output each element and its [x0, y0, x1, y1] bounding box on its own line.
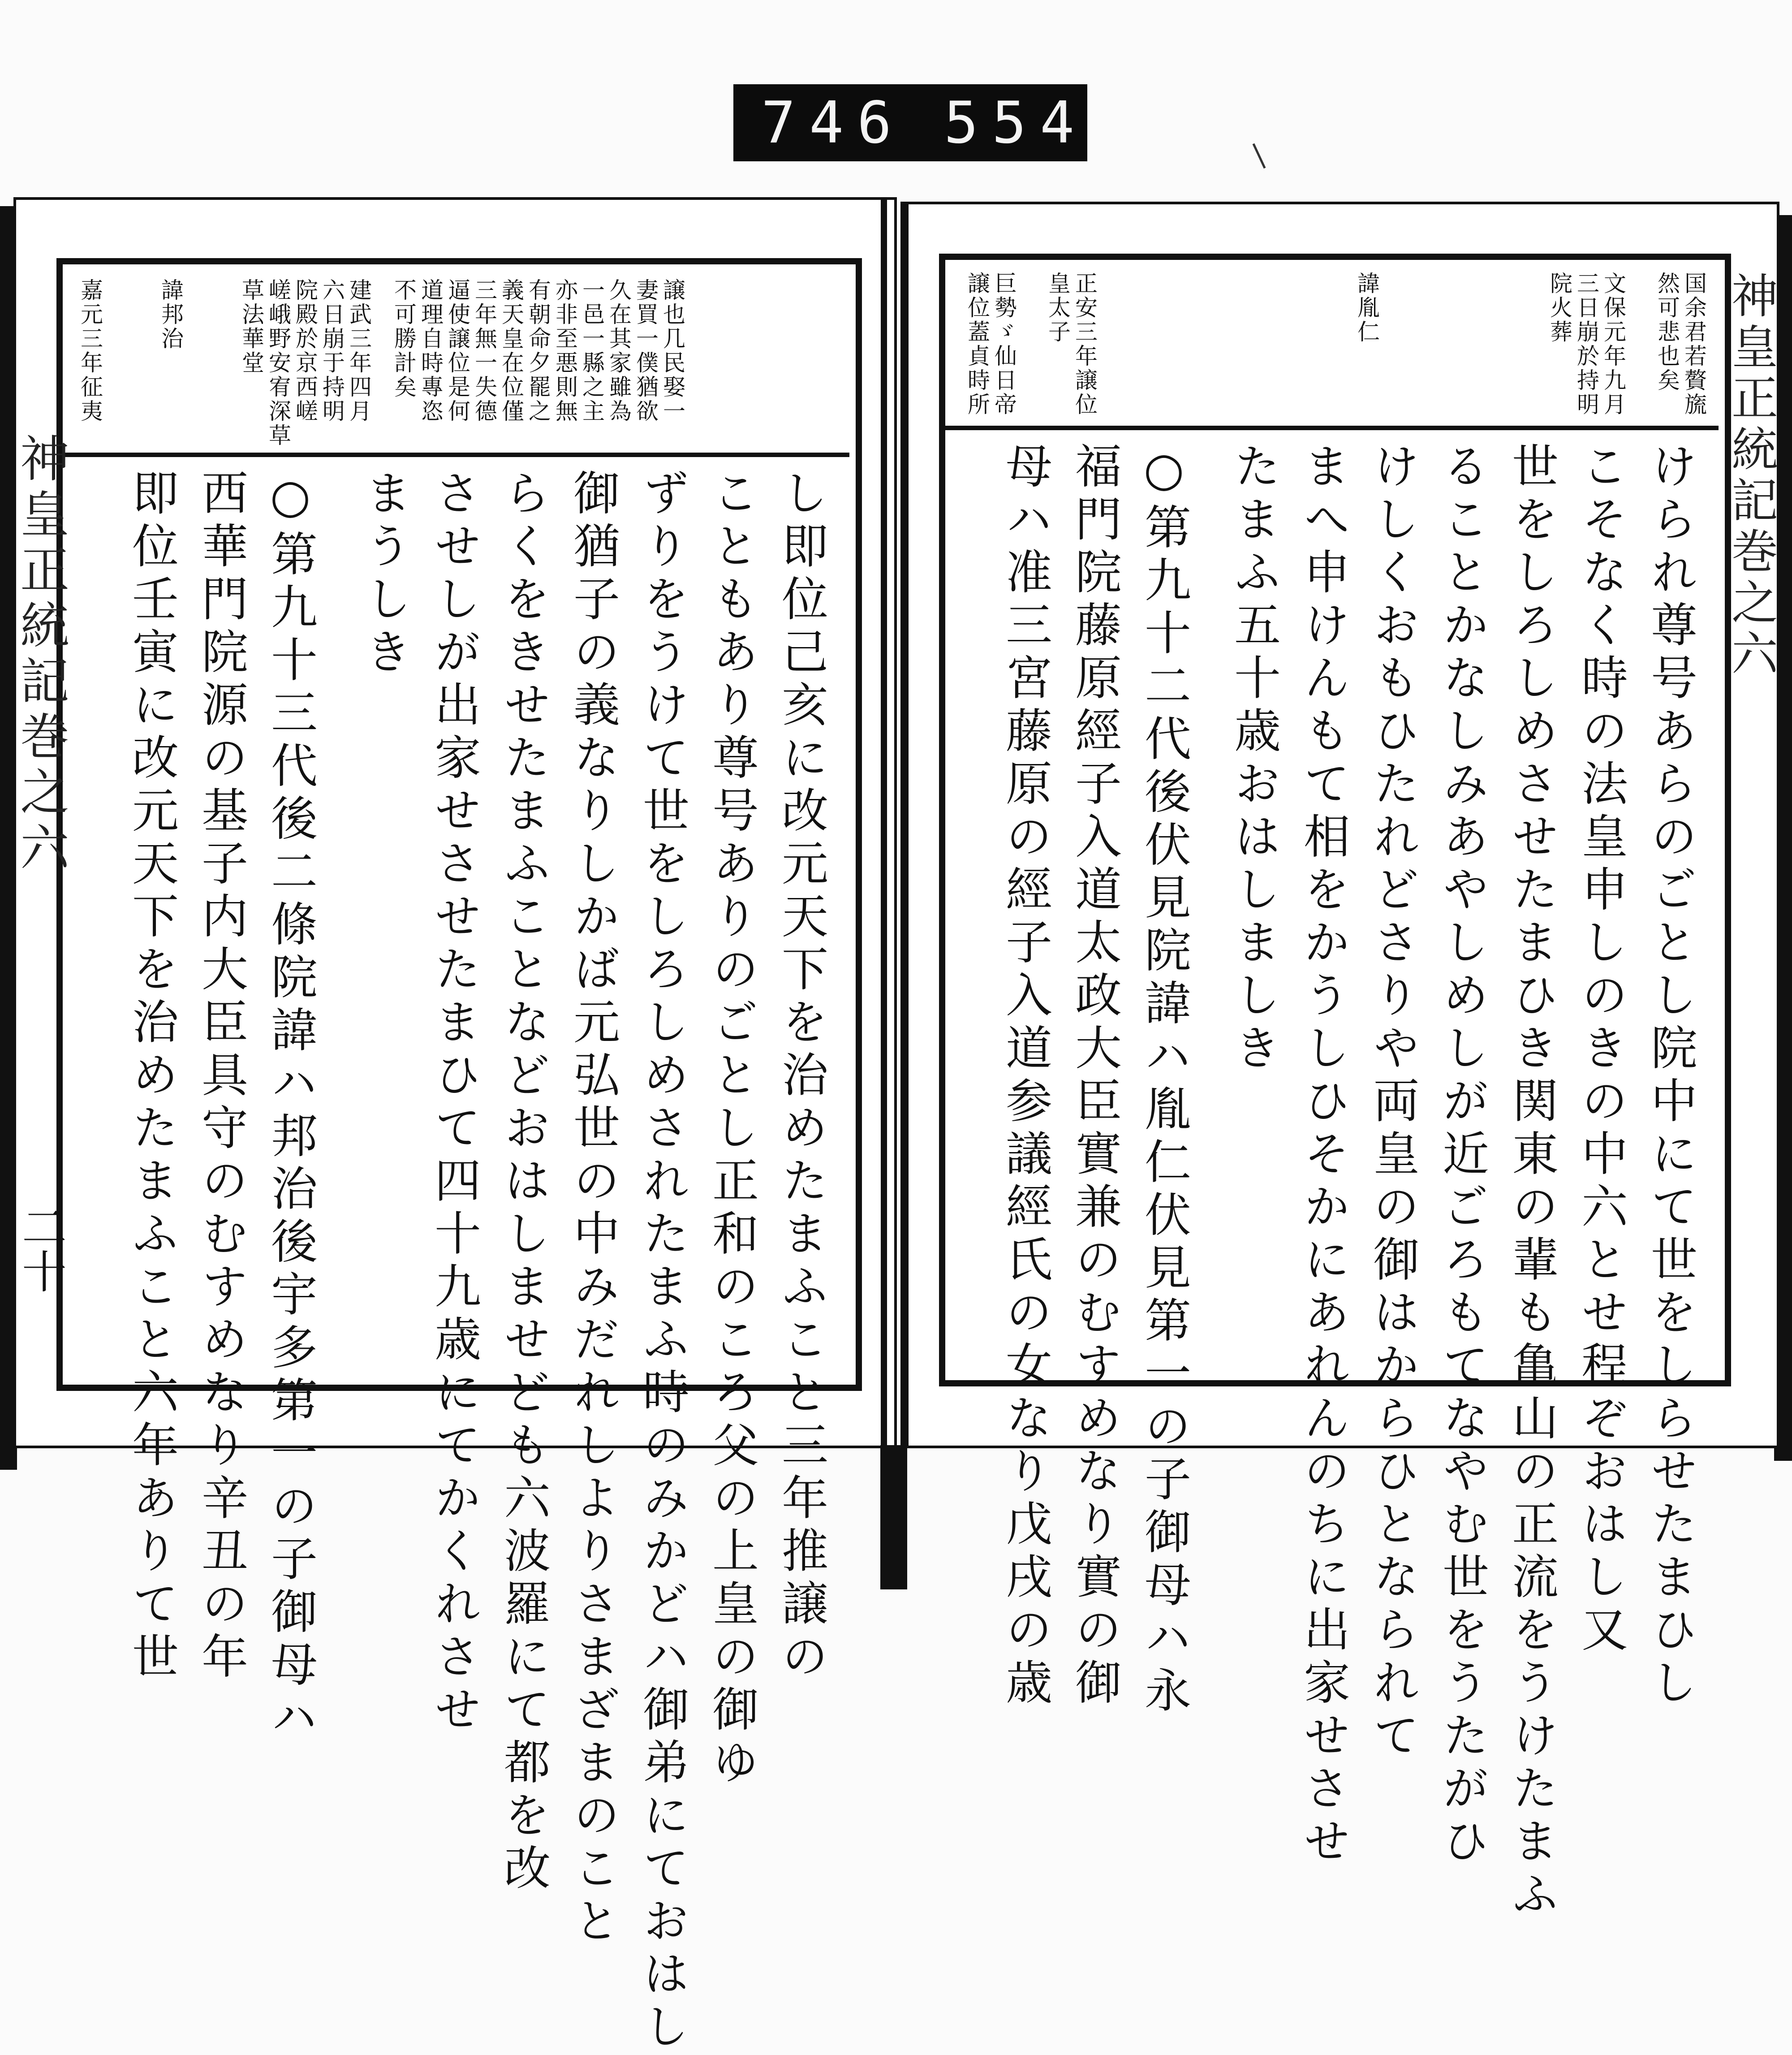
right-body-column: まへ申けんもて相をかうしひそかにあれんのちに出家せさせ — [1296, 442, 1350, 1869]
right-running-title: 神皇正統記巻之六 — [1723, 272, 1778, 680]
left-body-column: ずりをうけて世をしろしめされたまふ時のみかどハ御弟にておはし — [635, 469, 689, 2055]
left-note: 不可勝計矣 — [391, 278, 417, 399]
left-note: 三年無一失德 — [471, 278, 497, 423]
right-note: 諱胤仁 — [1354, 272, 1380, 344]
left-body-column: 即位壬寅に改元天下を治めたまふこと六年ありて世 — [124, 469, 179, 1685]
left-body-column: 御猶子の義なりしかば元弘世の中みだれしよりさまざまのこと — [565, 469, 620, 1949]
right-body-column: ることかなしみあやしめしが近ごろもてなやむ世をうたがひ — [1434, 442, 1489, 1869]
right-note: 国余君若贅旒 — [1681, 272, 1707, 417]
stray-mark — [1253, 143, 1266, 168]
left-note: 義天皇在位僅 — [498, 278, 524, 423]
left-margin-title: 神皇正統記巻之六 — [12, 433, 69, 877]
left-note: 譲也几民娶一 — [659, 278, 685, 423]
right-body-column: けられ尊号あらのごとし院中にて世をしらせたまひし — [1643, 442, 1697, 1711]
left-note: 有朝命夕罷之 — [525, 278, 551, 423]
left-spine-rule — [881, 200, 887, 1446]
left-note: 草法華堂 — [238, 278, 264, 375]
left-note: 嘉元三年征夷 — [77, 278, 103, 423]
left-body-column: 西華門院源の基子内大臣具守のむすめなり辛丑の年 — [194, 469, 248, 1685]
left-body-column: らくをきせたまふことなどおはしませども六波羅にて都を改 — [496, 469, 551, 1896]
right-body-column: こそなく時の法皇申しのきの中六とせ程ぞおはし又 — [1573, 442, 1628, 1658]
right-body-column: 母ハ准三宮藤原の經子入道参議經氏の女なり戊戌の歳 — [998, 442, 1052, 1711]
catalog-number-right: 554 — [944, 89, 1088, 156]
left-note: 一邑一縣之主 — [579, 278, 605, 423]
left-note: 逼使譲位是何 — [444, 278, 470, 423]
right-body-column: ○第九十二代後伏見院諱ハ胤仁伏見第一の子御母ハ永 — [1137, 442, 1191, 1719]
left-note: 院殿於京西嵯 — [292, 278, 318, 423]
right-page — [900, 202, 1779, 1922]
left-body-column: し即位己亥に改元天下を治めたまふこと三年推譲の — [774, 469, 828, 1685]
left-note: 諱邦治 — [158, 278, 184, 351]
open-book — [0, 188, 1792, 2055]
right-note: 皇太子 — [1045, 272, 1071, 344]
right-note: 然可悲也矣 — [1654, 272, 1680, 393]
left-note: 亦非至悪則無 — [552, 278, 578, 423]
left-note: 建武三年四月 — [346, 278, 372, 423]
right-body-column: たまふ五十歳おはしましき — [1226, 442, 1281, 1076]
right-note: 譲位蓋貞時所 — [964, 272, 990, 417]
catalog-number-label — [733, 84, 1087, 161]
right-note: 巨勢ゞ仙日帝 — [991, 272, 1017, 417]
right-note: 正安三年譲位 — [1072, 272, 1098, 417]
left-body-column: させしが出家せさせたまひて四十九歳にてかくれさせ — [426, 469, 481, 1738]
right-note: 三日崩於持明 — [1573, 272, 1599, 417]
left-note: 道理自時專恣 — [418, 278, 444, 423]
right-body-column: けしくおもひたれどさりや両皇の御はからひとなられて — [1365, 442, 1420, 1764]
left-note: 久在其家雖為 — [606, 278, 632, 423]
left-folio: 二十 — [14, 1204, 67, 1293]
left-body-column: ○第九十三代後二條院諱ハ邦治後宇多第一の子御母ハ — [263, 469, 318, 1746]
right-body-column: 世をしろしめさせたまひき関東の輩も亀山の正流をうけたまふ — [1504, 442, 1559, 1922]
right-spine-rule — [903, 204, 909, 1446]
binding-tab — [880, 1445, 907, 1589]
left-note: 六日崩于持明 — [319, 278, 345, 423]
catalog-number-left: 746 — [761, 89, 905, 156]
right-note: 院火葬 — [1546, 272, 1572, 344]
left-body-column: まうしき — [357, 469, 412, 680]
right-body-column: 福門院藤原經子入道太政大臣實兼のむすめなり實の御 — [1067, 442, 1122, 1711]
left-page — [12, 197, 897, 2055]
left-note: 妻買一僕猶欲 — [633, 278, 659, 423]
left-note: 嵯峨野安宥深草 — [265, 278, 291, 448]
right-note: 文保元年九月 — [1600, 272, 1626, 417]
left-body-column: こともあり尊号ありのごとし正和のころ父の上皇の御ゆ — [704, 469, 759, 1791]
